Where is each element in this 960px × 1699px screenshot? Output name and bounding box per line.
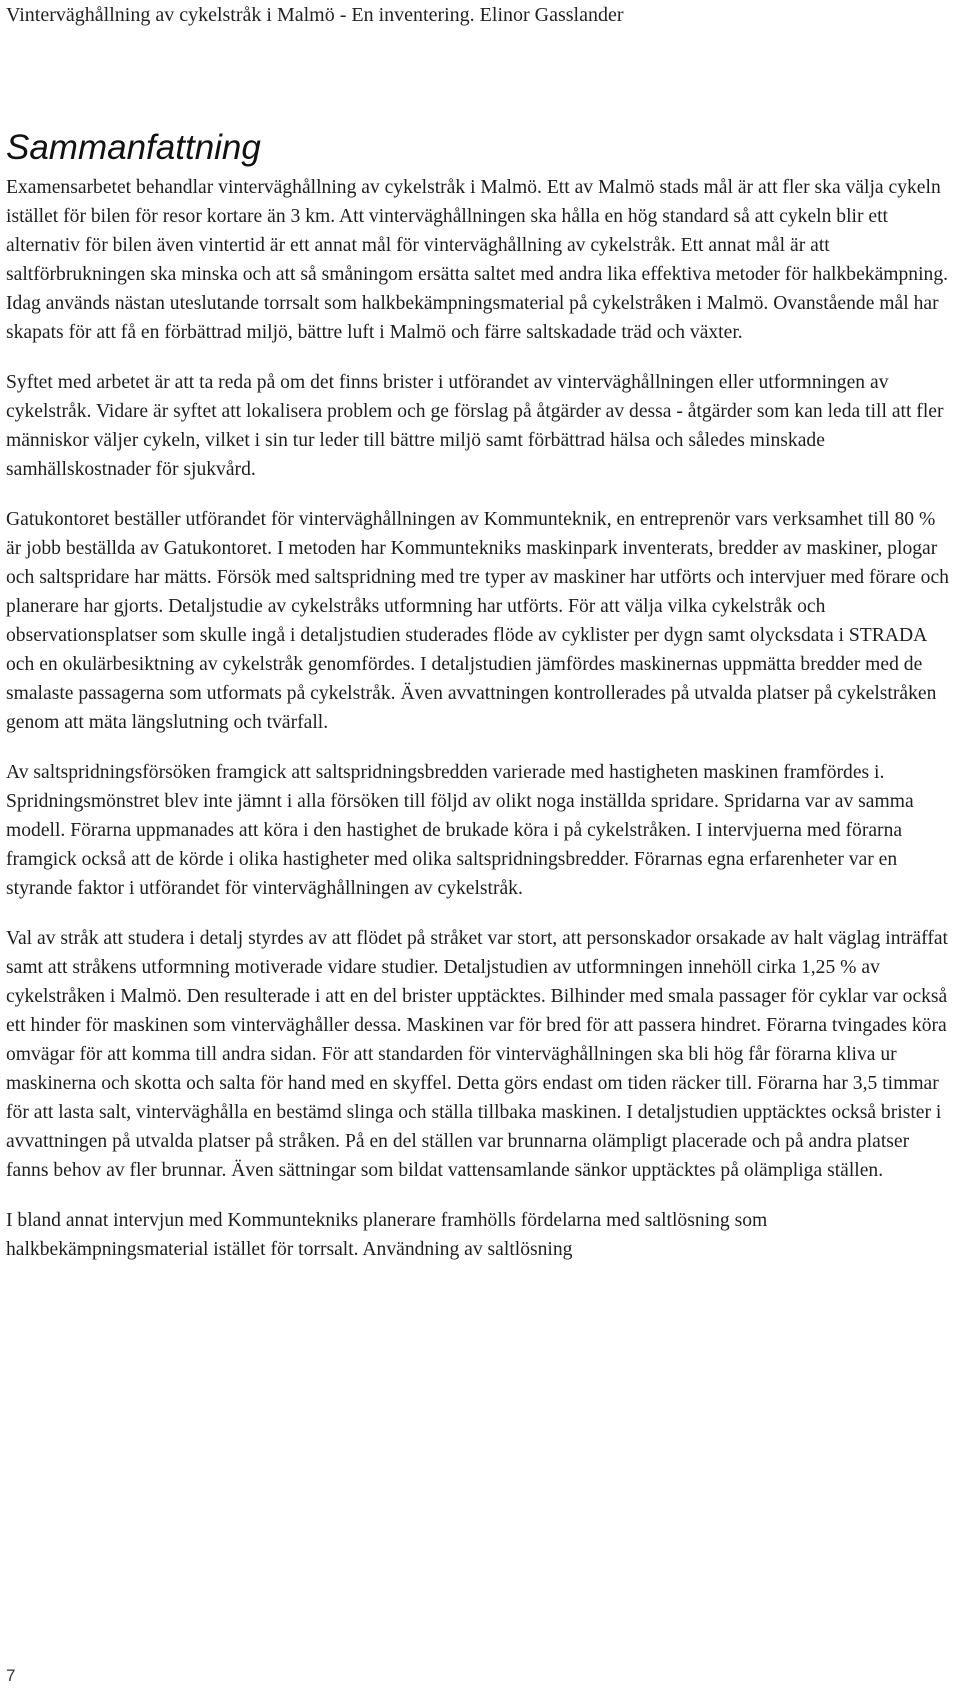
paragraph-intro: Examensarbetet behandlar vinterväghållning av cykelstråk i Malmö. Ett av Malmö stads mål är att fler ska välja cykeln istället för bilen för resor kortare än 3 km. Att vinterväghållningen ska hålla en hög standard så att cykeln blir ett alternativ för bilen även vintertid är ett annat mål för vinterväghållning av cykelstråk. Ett annat mål är att saltförbrukningen ska minska och att så småningom ersätta saltet med andra lika effektiva metoder för halkbekämpning. Idag används nästan uteslutande torrsalt som halkbekämpningsmaterial på cykelstråken i Malmö. Ovanstående mål har skapats för att få en förbättrad miljö, bättre luft i Malmö och färre saltskadade träd och växter. bbox=[6, 177, 949, 343]
running-header: Vinterväghållning av cykelstråk i Malmö - En inventering. Elinor Gasslander bbox=[6, 4, 624, 26]
summary-body bbox=[6, 173, 952, 1285]
paragraph-method: Gatukontoret beställer utförandet för vinterväghållningen av Kommunteknik, en entreprenör vars verksamhet till 80 % är jobb beställda av Gatukontoret. I metoden har Kommuntekniks maskinpark inventerats, bredder av maskiner, plogar och saltspridare har mätts. Försök med saltspridning med tre typer av maskiner har utförts och intervjuer med förare och planerare har gjorts. Detaljstudie av cykelstråks utformning har utförts. För att välja vilka cykelstråk och observationsplatser som skulle ingå i detaljstudien studerades flöde av cyklister per dygn samt olycksdata i STRADA och en okulärbesiktning av cykelstråk genomfördes. I detaljstudien jämfördes maskinernas uppmätta bredder med de smalaste passagerna som utformats på cykelstråk. Även avvattningen kontrollerades på utvalda platser på cykelstråken genom att mäta längslutning och tvärfall. bbox=[6, 509, 949, 733]
section-heading: Sammanfattning bbox=[6, 128, 261, 167]
page-number: 7 bbox=[6, 1666, 16, 1685]
paragraph-detail-study: Val av stråk att studera i detalj styrdes av att flödet på stråket var stort, att personskador orsakade av halt väglag inträffat samt att stråkens utformning motiverade vidare studier. Detaljstudien av utformningen innehöll cirka 1,25 % av cykelstråken i Malmö. Den resulterade i att en del brister upptäcktes. Bilhinder med smala passager för cyklar var också ett hinder för maskinen som vinterväghåller dessa. Maskinen var för bred för att passera hindret. Förarna tvingades köra omvägar för att komma till andra sidan. För att standarden för vinterväghållningen ska bli hög får förarna kliva ur maskinerna och skotta och salta för hand med en skyffel. Detta görs endast om tiden räcker till. Förarna har 3,5 timmar för att lasta salt, vinterväghålla en bestämd slinga och ställa tillbaka maskinen. I detaljstudien upptäcktes också brister i avvattningen på utvalda platser på stråken. På en del ställen var brunnarna olämpligt placerade och på andra platser fanns behov av fler brunnar. Även sättningar som bildat vattensamlande sänkor upptäcktes på olämpliga ställen. bbox=[6, 928, 948, 1181]
paragraph-purpose: Syftet med arbetet är att ta reda på om det finns brister i utförandet av vinterväghållningen eller utformningen av cykelstråk. Vidare är syftet att lokalisera problem och ge förslag på åtgärder av dessa - åtgärder som kan leda till att fler människor väljer cykeln, vilket i sin tur leder till bättre miljö samt förbättrad hälsa och således minskade samhällskostnader för sjukvård. bbox=[6, 372, 944, 480]
paragraph-interview: I bland annat intervjun med Kommuntekniks planerare framhölls fördelarna med saltlösning som halkbekämpningsmaterial istället för torrsalt. Användning av saltlösning bbox=[6, 1210, 768, 1260]
paragraph-salt-results: Av saltspridningsförsöken framgick att saltspridningsbredden varierade med hastigheten maskinen framfördes i. Spridningsmönstret blev inte jämnt i alla försöken till följd av olikt noga inställda spridare. Spridarna var av samma modell. Förarna uppmanades att köra i den hastighet de brukade köra i på cykelstråken. I intervjuerna med förarna framgick också att de körde i olika hastigheter med olika saltspridningsbredder. Förarnas egna erfarenheter var en styrande faktor i utförandet för vinterväghållningen av cykelstråk. bbox=[6, 762, 914, 899]
